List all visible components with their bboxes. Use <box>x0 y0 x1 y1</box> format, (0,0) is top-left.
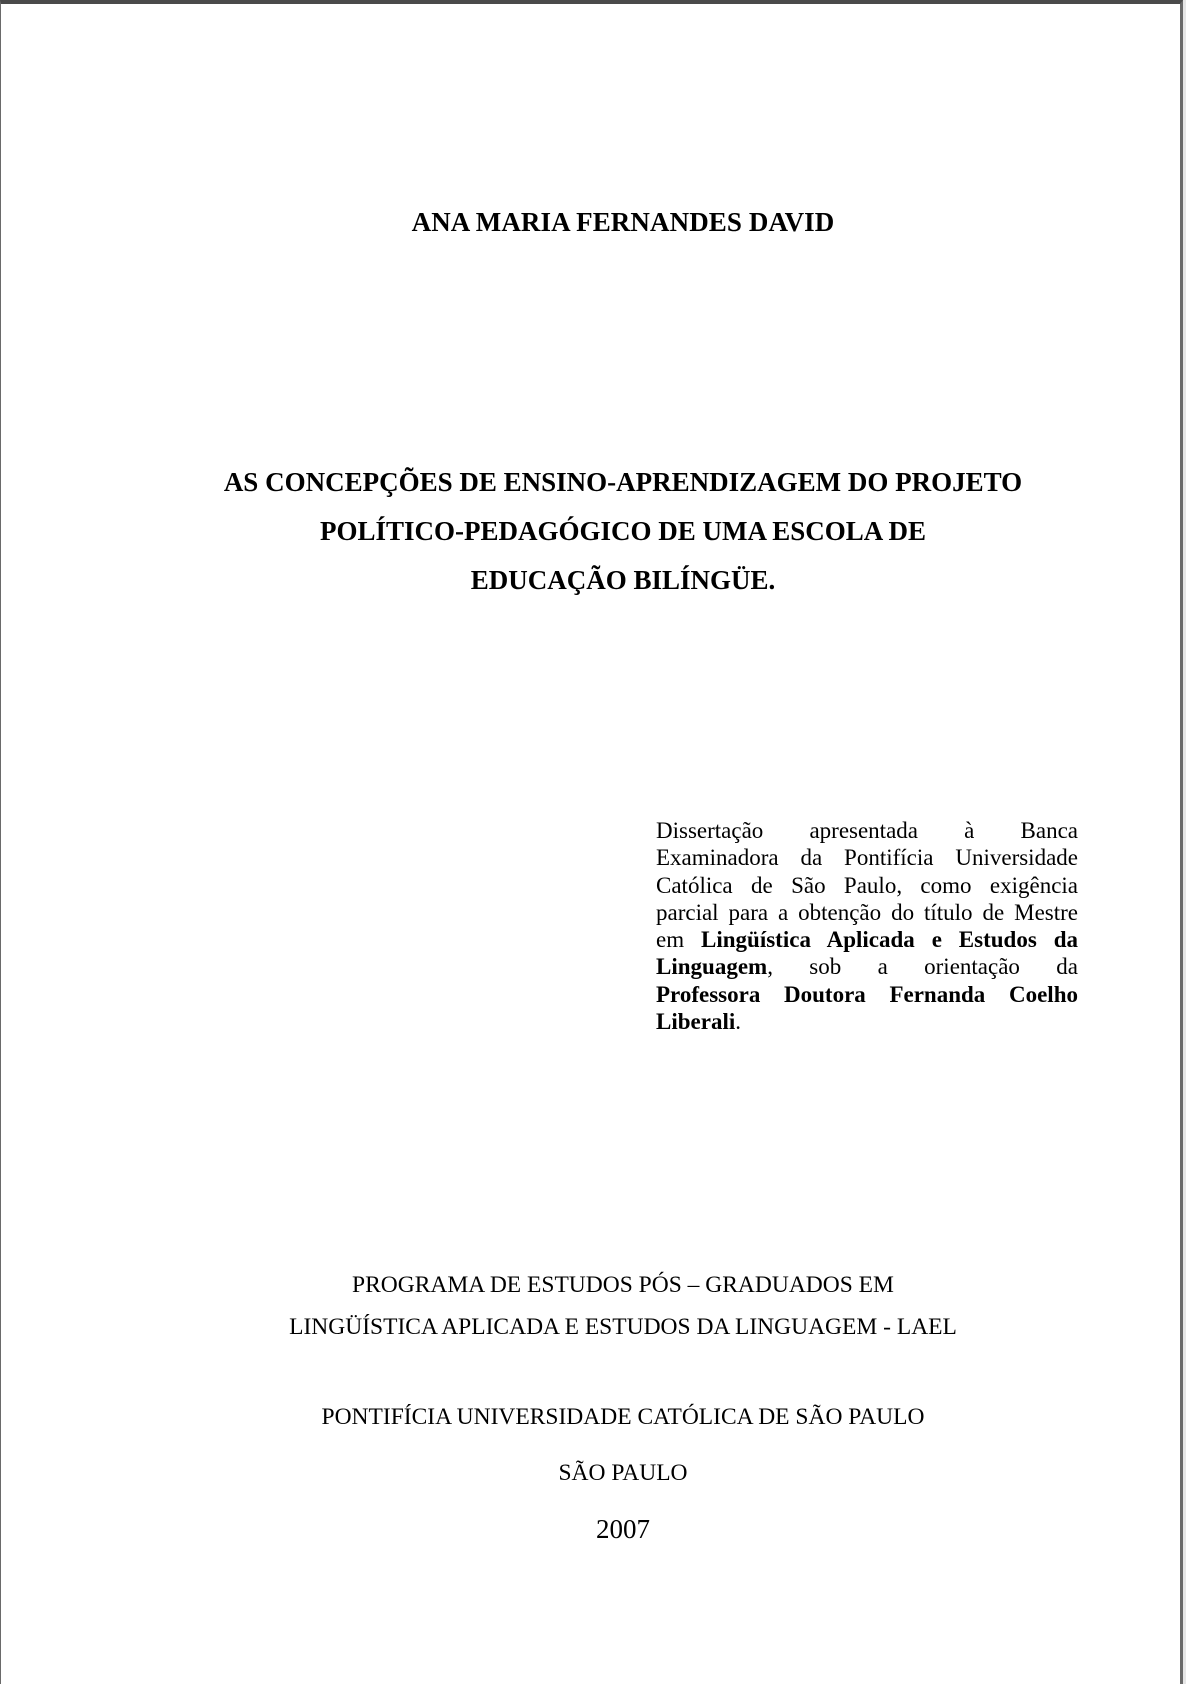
note-line-8 <box>656 1008 1078 1035</box>
note-line-4: parcial para a obtenção do título de Mestre <box>656 899 1078 925</box>
dissertation-note <box>656 817 1078 1035</box>
note-line-5-pre: em <box>656 927 685 953</box>
year: 2007 <box>596 1514 650 1544</box>
program-name-bold: Lingüística Aplicada e Estudos da <box>701 927 1079 953</box>
note-line-8-post: . <box>735 1009 741 1035</box>
note-line-2: Examinadora da Pontifícia Universidade <box>656 845 1078 871</box>
note-line-6-post: , sob a orientação da <box>767 954 1078 980</box>
author-name: ANA MARIA FERNANDES DAVID <box>411 207 835 237</box>
title-line-1: AS CONCEPÇÕES DE ENSINO-APRENDIZAGEM DO PROJETO <box>223 467 1023 497</box>
advisor-name-bold: Professora Doutora Fernanda Coelho <box>656 981 1078 1007</box>
dissertation-title <box>1 458 1186 605</box>
advisor-name-bold-cont: Liberali <box>656 1009 736 1035</box>
title-line-2: POLÍTICO-PEDAGÓGICO DE UMA ESCOLA DE <box>319 516 927 546</box>
program-line-2: LINGÜÍSTICA APLICADA E ESTUDOS DA LINGUAGEM - LAEL <box>289 1314 957 1340</box>
note-line-5 <box>656 926 1078 953</box>
note-line-1: Dissertação apresentada à Banca <box>656 818 1078 843</box>
university-name: PONTIFÍCIA UNIVERSIDADE CATÓLICA DE SÃO PAULO <box>321 1404 925 1430</box>
program-name-bold-cont: Linguagem <box>656 954 768 980</box>
note-line-6 <box>656 953 1078 980</box>
program-line-1: PROGRAMA DE ESTUDOS PÓS – GRADUADOS EM <box>352 1272 894 1298</box>
title-line-3: EDUCAÇÃO BILÍNGÜE. <box>470 565 776 595</box>
city-name: SÃO PAULO <box>558 1460 688 1486</box>
note-line-3: Católica de São Paulo, como exigência <box>656 872 1078 898</box>
note-line-7 <box>656 981 1078 1008</box>
